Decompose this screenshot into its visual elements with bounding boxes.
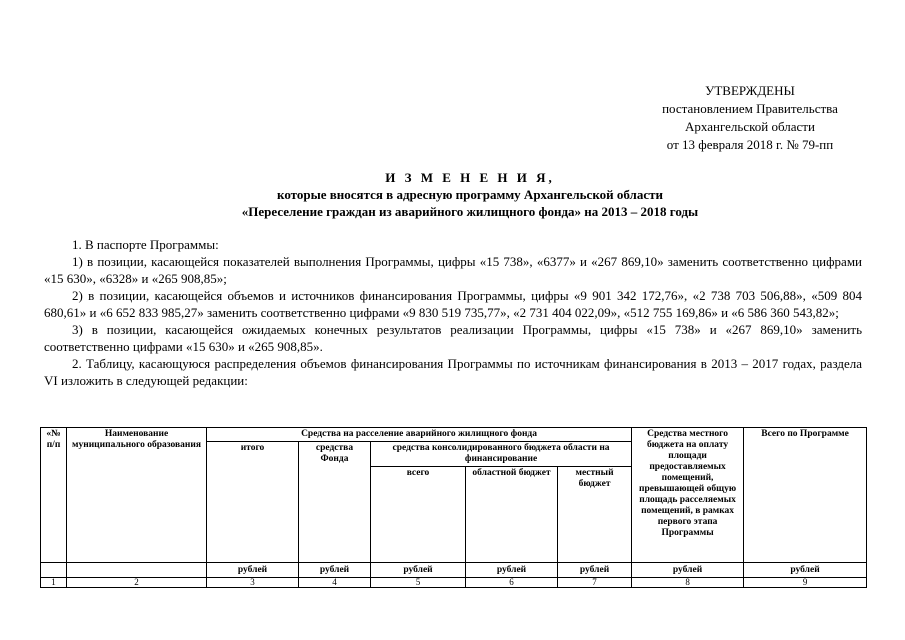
column-number: 9 [744,578,867,588]
unit-cell: рублей [299,563,371,578]
unit-cell: рублей [207,563,299,578]
column-number: 2 [67,578,207,588]
paragraph-2: 1) в позиции, касающейся показателей выполнения Программы, цифры «15 738», «6377» и «267 869,10» заменить соответственно цифрами «15 630», «6328» и «265 908,85»; [44,254,862,286]
column-number: 1 [41,578,67,588]
unit-cell: рублей [371,563,466,578]
approval-line-3: Архангельской области [685,119,815,134]
header-row-number: «№ п/п [41,428,67,563]
header-municipality: Наименование муниципального образования [67,428,207,563]
header-total: итого [207,442,299,563]
unit-cell: рублей [632,563,744,578]
unit-cell-empty-2 [67,563,207,578]
column-number: 4 [299,578,371,588]
approval-line-2: постановлением Правительства [662,101,838,116]
header-regional-budget: областной бюджет [466,467,558,563]
document-title [180,169,760,220]
unit-cell: рублей [744,563,867,578]
approval-block [600,82,900,154]
column-number: 8 [632,578,744,588]
table-column-numbers-row [41,578,867,588]
header-local-budget-funds: Средства местного бюджета на оплату площади предоставляемых помещений, превышающей общую площадь расселяемых помещений, в рамках первого этапа Программы [632,428,744,563]
column-number: 6 [466,578,558,588]
paragraph-5: 2. Таблицу, касающуюся распределения объемов финансирования Программы по источникам финансирования в 2013 – 2017 годах, раздела VI изложить в следующей редакции: [44,356,862,388]
header-local-budget: местный бюджет [558,467,632,563]
header-resettlement-funds: Средства на расселение аварийного жилищного фонда [207,428,632,442]
paragraph-4: 3) в позиции, касающейся ожидаемых конечных результатов реализации Программы, цифры «15 738» и «267 869,10» заменить соответственно цифрами «15 630» и «265 908,85». [44,322,862,354]
unit-cell: рублей [466,563,558,578]
title-line-1: И З М Е Н Е Н И Я, [385,170,555,185]
unit-cell: рублей [558,563,632,578]
financing-table [40,427,867,588]
column-number: 5 [371,578,466,588]
column-number: 3 [207,578,299,588]
unit-cell-empty-1 [41,563,67,578]
title-line-3: «Переселение граждан из аварийного жилищного фонда» на 2013 – 2018 годы [241,204,699,219]
approval-line-1: УТВЕРЖДЕНЫ [705,83,795,98]
header-program-total: Всего по Программе [744,428,867,563]
table-units-row [41,563,867,578]
header-consolidated-budget: средства консолидированного бюджета области на финансирование [371,442,632,467]
column-number: 7 [558,578,632,588]
title-line-2: которые вносятся в адресную программу Архангельской области [277,187,663,202]
paragraph-3: 2) в позиции, касающейся объемов и источников финансирования Программы, цифры «9 901 342 172,76», «2 738 703 506,88», «509 804 680,61» и «6 652 833 985,27» заменить соответственно цифрами «9 830 519 735,77», «2 731 404 022,09», «512 755 169,86» и «6 586 360 543,82»; [44,288,862,320]
header-all: всего [371,467,466,563]
table-header-row-1 [41,428,867,442]
document-body [44,236,862,389]
paragraph-1: 1. В паспорте Программы: [72,237,219,252]
header-fund: средства Фонда [299,442,371,563]
approval-line-4: от 13 февраля 2018 г. № 79-пп [666,137,834,152]
